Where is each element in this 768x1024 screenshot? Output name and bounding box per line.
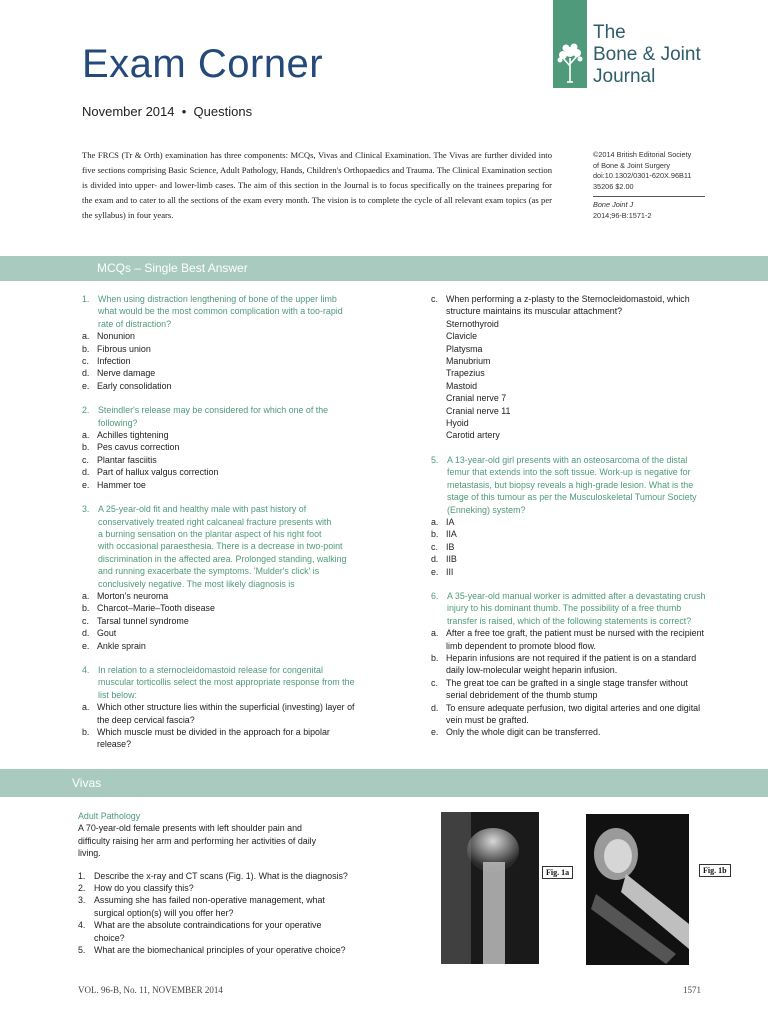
text-line: metastasis, but biopsy reveals a high-grade lesion. What is the	[447, 479, 694, 490]
list-item: Cranial nerve 7	[446, 393, 507, 404]
text-row	[78, 907, 408, 919]
mcq-section-band	[0, 256, 768, 281]
copyright-line: ©2014 British Editorial Society	[593, 150, 692, 159]
list-item: Manubrium	[446, 356, 491, 367]
answer-option	[82, 602, 412, 614]
text-line: Which other structure lies within the superficial (investing) layer of	[97, 702, 355, 713]
list-item: Cranial nerve 11	[446, 405, 511, 416]
text-line: d.	[82, 628, 90, 639]
mcq-section-title: MCQs – Single Best Answer	[97, 261, 248, 275]
text-line: A 35-year-old manual worker is admitted after a devastating crush	[447, 590, 706, 601]
text-line: Steindler's release may be considered for which one of the	[98, 405, 329, 416]
mcq-left-column	[82, 293, 412, 751]
text-line: e.	[431, 727, 439, 738]
vivas-question	[78, 870, 408, 882]
vivas-heading: Adult Pathology	[78, 811, 141, 821]
text-row	[82, 578, 412, 590]
text-line: How do you classify this?	[94, 883, 194, 894]
text-line: Pes cavus correction	[97, 442, 180, 453]
answer-option	[431, 516, 751, 528]
text-line: b.	[82, 727, 90, 737]
text-line: choice?	[94, 932, 125, 943]
vivas-question	[78, 944, 408, 956]
journal-logo-mark	[553, 0, 587, 88]
text-line: a.	[82, 590, 90, 601]
text-line: 5.	[78, 945, 86, 956]
text-row	[431, 615, 751, 627]
vivas-case-text: living.	[78, 848, 101, 859]
text-line: Infection	[97, 356, 131, 367]
answer-option	[82, 380, 412, 392]
intro-paragraph: The FRCS (Tr & Orth) examination has three components: MCQs, Vivas and Clinical Examination. The Vivas are further divided into five sections comprising Basic Science, Adult Pathology, Hands, Children's Orthopaedics and Trauma. The Clinical Examination section is divided into upper- and lower-limb cases. The aim of this section in the Journal is to focus specifically on the trainees preparing for the exam and to cater to all the sections of the exam every month. The vision is to complete the cycle of all relevant exam topics (as per the syllabus) in four years.	[82, 150, 552, 220]
text-line: list below:	[98, 689, 137, 700]
text-line: serial debridement of the thumb stump	[446, 690, 598, 701]
text-line: conclusively negative. The most likely diagnosis is	[98, 578, 295, 589]
text-line: e.	[82, 640, 90, 651]
figure-label-1a: Fig. 1a	[542, 866, 573, 879]
text-row	[82, 540, 412, 552]
vivas-text	[78, 810, 408, 956]
answer-option	[82, 640, 412, 652]
text-line: femur that extends into the soft tissue. Work-up is negative for	[447, 467, 691, 478]
answer-option	[431, 702, 751, 714]
text-row	[82, 664, 412, 676]
answer-option	[431, 677, 751, 689]
logo-line-3: Journal	[593, 66, 656, 87]
answer-option	[82, 330, 412, 342]
text-line: conservatively treated right calcaneal fracture presents with	[98, 516, 332, 527]
answer-option	[82, 590, 412, 602]
text-row	[82, 404, 412, 416]
text-line: following?	[98, 417, 138, 428]
text-line: Nonunion	[97, 331, 135, 342]
text-line: IB	[446, 541, 455, 552]
text-line: a.	[82, 430, 90, 441]
vivas-question	[78, 882, 408, 894]
vivas-question	[78, 894, 408, 906]
list-item: Trapezius	[446, 368, 485, 379]
text-line: b.	[82, 442, 90, 453]
text-row	[82, 503, 412, 515]
answer-option	[82, 726, 412, 738]
text-row	[82, 305, 412, 317]
vivas-section-band	[0, 769, 768, 797]
text-line: limb dependent to promote blood flow.	[446, 640, 596, 651]
text-line: Morton's neuroma	[97, 590, 169, 601]
citation-ref: 2014;96-B:1571-2	[593, 210, 652, 220]
answer-option	[82, 343, 412, 355]
answer-option	[431, 293, 751, 305]
text-line: IA	[446, 516, 455, 527]
text-line: b.	[431, 652, 439, 663]
text-line: the deep cervical fascia?	[97, 714, 195, 725]
answer-option	[431, 627, 751, 639]
text-line: c.	[431, 677, 438, 688]
text-line: When performing a z-plasty to the Sternocleidomastoid, which	[446, 294, 690, 304]
text-line: transfer is raised, which of the following statements is correct?	[447, 615, 692, 626]
vivas-case-text: difficulty raising her arm and performing her activities of daily	[78, 835, 317, 846]
text-line: Charcot–Marie–Tooth disease	[97, 603, 215, 614]
citation-block	[593, 200, 651, 221]
text-line: a.	[431, 516, 439, 527]
text-line: d.	[82, 368, 90, 379]
text-row	[431, 491, 751, 503]
answer-option	[82, 714, 412, 726]
answer-option	[431, 689, 751, 701]
question-number: 1.	[82, 294, 90, 304]
ct-scan-image-icon	[586, 814, 689, 965]
text-line: b.	[82, 343, 90, 354]
issue-date: November 2014	[82, 104, 175, 119]
vivas-case-text: A 70-year-old female presents with left shoulder pain and	[78, 823, 302, 834]
text-line: What are the biomechanical principles of your operative choice?	[94, 945, 346, 956]
answer-option	[431, 305, 751, 317]
section-label: Questions	[193, 104, 253, 119]
text-line: IIA	[446, 529, 457, 540]
text-line: 4.	[78, 920, 86, 931]
text-line: e.	[82, 380, 90, 391]
answer-option	[82, 615, 412, 627]
subtitle-bullet: •	[181, 104, 187, 119]
text-line: III	[446, 566, 454, 577]
text-line: discrimination in the affected area. Prolonged standing, walking	[98, 553, 347, 564]
text-row	[431, 504, 751, 516]
copyright-line: of Bone & Joint Surgery	[593, 160, 671, 170]
answer-option	[82, 367, 412, 379]
text-line: The great toe can be grafted in a single stage transfer without	[446, 677, 688, 688]
journal-abbrev: Bone Joint J	[593, 200, 634, 209]
answer-option	[82, 627, 412, 639]
text-line: Tarsal tunnel syndrome	[97, 615, 189, 626]
tree-icon	[553, 0, 587, 88]
text-line: Fibrous union	[97, 343, 151, 354]
text-line: To ensure adequate perfusion, two digital arteries and one digital	[446, 702, 701, 713]
text-line: with occasional paraesthesia. There is a decrease in two-point	[98, 541, 343, 552]
text-line: c.	[82, 615, 89, 626]
text-line: 5.	[431, 454, 439, 465]
text-line: What are the absolute contraindications for your operative	[94, 920, 322, 931]
list-item: Mastoid	[446, 380, 478, 391]
answer-option	[82, 355, 412, 367]
text-line: d.	[431, 554, 439, 565]
text-line: c.	[82, 454, 89, 465]
list-item: Platysma	[446, 343, 483, 354]
text-line: stage of this tumour as per the Musculoskeletal Tumour Society	[447, 492, 697, 503]
logo-line-1: The	[593, 22, 626, 43]
question-6	[431, 590, 751, 627]
text-line: Gout	[97, 628, 117, 639]
text-line: 3.	[78, 895, 86, 906]
question-4	[82, 664, 412, 701]
list-item: Hyoid	[446, 418, 469, 429]
text-line: c.	[431, 294, 438, 304]
list-item: Carotid artery	[446, 430, 500, 441]
xray-image-icon	[441, 812, 539, 964]
footer-page-number: 1571	[683, 985, 701, 995]
answer-option	[431, 640, 751, 652]
text-line: injury to his dominant thumb. The possibility of a free thumb	[447, 603, 682, 614]
text-line: Part of hallux valgus correction	[97, 467, 219, 478]
text-line: a burning sensation on the plantar aspect of his right foot	[98, 528, 322, 539]
doi-line: doi:10.1302/0301-620X.96B11	[593, 171, 692, 180]
question-2	[82, 404, 412, 429]
answer-option	[431, 652, 751, 664]
answer-list	[431, 318, 751, 442]
text-line: b.	[431, 529, 439, 540]
list-item: Sternothyroid	[446, 318, 499, 329]
text-line: 1.	[78, 870, 86, 881]
text-line: 4.	[82, 664, 90, 675]
page-title: Exam Corner	[82, 42, 324, 86]
answer-option	[431, 566, 751, 578]
text-line: Assuming she has failed non-operative management, what	[94, 895, 325, 906]
text-line: Nerve damage	[97, 368, 156, 379]
text-row	[82, 553, 412, 565]
text-line: d.	[82, 467, 90, 478]
question-5	[431, 454, 751, 516]
text-line: 2.	[82, 405, 90, 416]
text-line: e.	[82, 479, 90, 490]
text-line: surgical option(s) will you offer her?	[94, 907, 234, 918]
price-line: 35206 $2.00	[593, 181, 634, 191]
text-line: muscular torticollis select the most appropriate response from the	[98, 677, 355, 688]
text-row	[431, 479, 751, 491]
copyright-block	[593, 150, 691, 192]
text-line: Heparin infusions are not required if the patient is on a standard	[446, 652, 697, 663]
text-line: and running exacerbate the symptoms. 'Mulder's click' is	[98, 566, 320, 577]
text-line: Which muscle must be divided in the approach for a bipolar	[97, 727, 330, 737]
text-line: release?	[97, 739, 132, 750]
text-line: b.	[82, 603, 90, 614]
text-row	[82, 318, 412, 330]
text-row	[82, 293, 412, 305]
footer-volume: VOL. 96-B, No. 11, NOVEMBER 2014	[78, 985, 223, 995]
question-text: When using distraction lengthening of bone of the upper limb	[98, 294, 337, 304]
answer-option	[82, 454, 412, 466]
question-text: what would be the most common complication with a too-rapid	[98, 306, 343, 317]
figure-label-1b: Fig. 1b	[699, 864, 731, 877]
answer-option	[431, 664, 751, 676]
vivas-question	[78, 919, 408, 931]
question-1	[82, 293, 412, 330]
text-line: Describe the x-ray and CT scans (Fig. 1). What is the diagnosis?	[94, 870, 348, 881]
text-line: structure maintains its muscular attachment?	[446, 306, 623, 317]
sidebar-divider	[593, 196, 705, 197]
text-line: c.	[82, 356, 89, 367]
xray-figure-1a	[441, 812, 539, 964]
question-3	[82, 503, 412, 590]
text-line: 6.	[431, 590, 439, 601]
text-line: a.	[82, 331, 90, 342]
answer-option	[431, 714, 751, 726]
text-line: Only the whole digit can be transferred.	[446, 727, 601, 738]
answer-option	[431, 541, 751, 553]
text-line: IIB	[446, 554, 457, 565]
text-row	[82, 689, 412, 701]
text-line: Early consolidation	[97, 380, 172, 391]
ct-figure-1b	[586, 814, 689, 965]
mcq-right-column	[431, 293, 751, 739]
text-line: Hammer toe	[97, 479, 146, 490]
text-row	[82, 516, 412, 528]
text-row	[431, 466, 751, 478]
text-line: After a free toe graft, the patient must be nursed with the recipient	[446, 628, 705, 639]
answer-option	[82, 429, 412, 441]
text-line: 2.	[78, 883, 86, 894]
answer-option	[82, 466, 412, 478]
answer-option	[82, 479, 412, 491]
answer-option	[82, 738, 412, 750]
text-line: Achilles tightening	[97, 430, 169, 441]
text-line: 3.	[82, 504, 90, 515]
text-row	[82, 417, 412, 429]
issue-subtitle	[82, 104, 252, 119]
answer-option	[82, 701, 412, 713]
text-row	[82, 528, 412, 540]
text-line: c.	[431, 541, 438, 552]
list-item: Clavicle	[446, 331, 478, 342]
text-line: a.	[431, 628, 439, 639]
text-line: A 13-year-old girl presents with an osteosarcoma of the distal	[447, 454, 688, 465]
text-line: e.	[431, 566, 439, 577]
text-row	[431, 454, 751, 466]
text-line: (Enneking) system?	[447, 504, 526, 515]
answer-option	[431, 553, 751, 565]
text-line: vein must be grafted.	[446, 715, 529, 725]
text-line: daily low-molecular weight heparin infusion.	[446, 665, 618, 676]
text-row	[78, 932, 408, 944]
text-line: In relation to a sternocleidomastoid release for congenital	[98, 664, 323, 675]
text-row	[431, 602, 751, 614]
journal-logo-text	[593, 22, 701, 88]
text-row	[82, 676, 412, 688]
text-line: Plantar fasciitis	[97, 454, 157, 465]
text-row	[82, 565, 412, 577]
answer-option	[82, 441, 412, 453]
text-row	[431, 590, 751, 602]
answer-option	[431, 528, 751, 540]
text-line: a.	[82, 702, 90, 713]
text-line: d.	[431, 702, 439, 713]
text-line: A 25-year-old fit and healthy male with past history of	[98, 504, 307, 515]
question-text: rate of distraction?	[98, 318, 172, 329]
answer-option	[431, 726, 751, 738]
text-line: Ankle sprain	[97, 640, 146, 651]
logo-line-2: Bone & Joint	[593, 44, 701, 65]
vivas-section-title: Vivas	[72, 776, 102, 790]
